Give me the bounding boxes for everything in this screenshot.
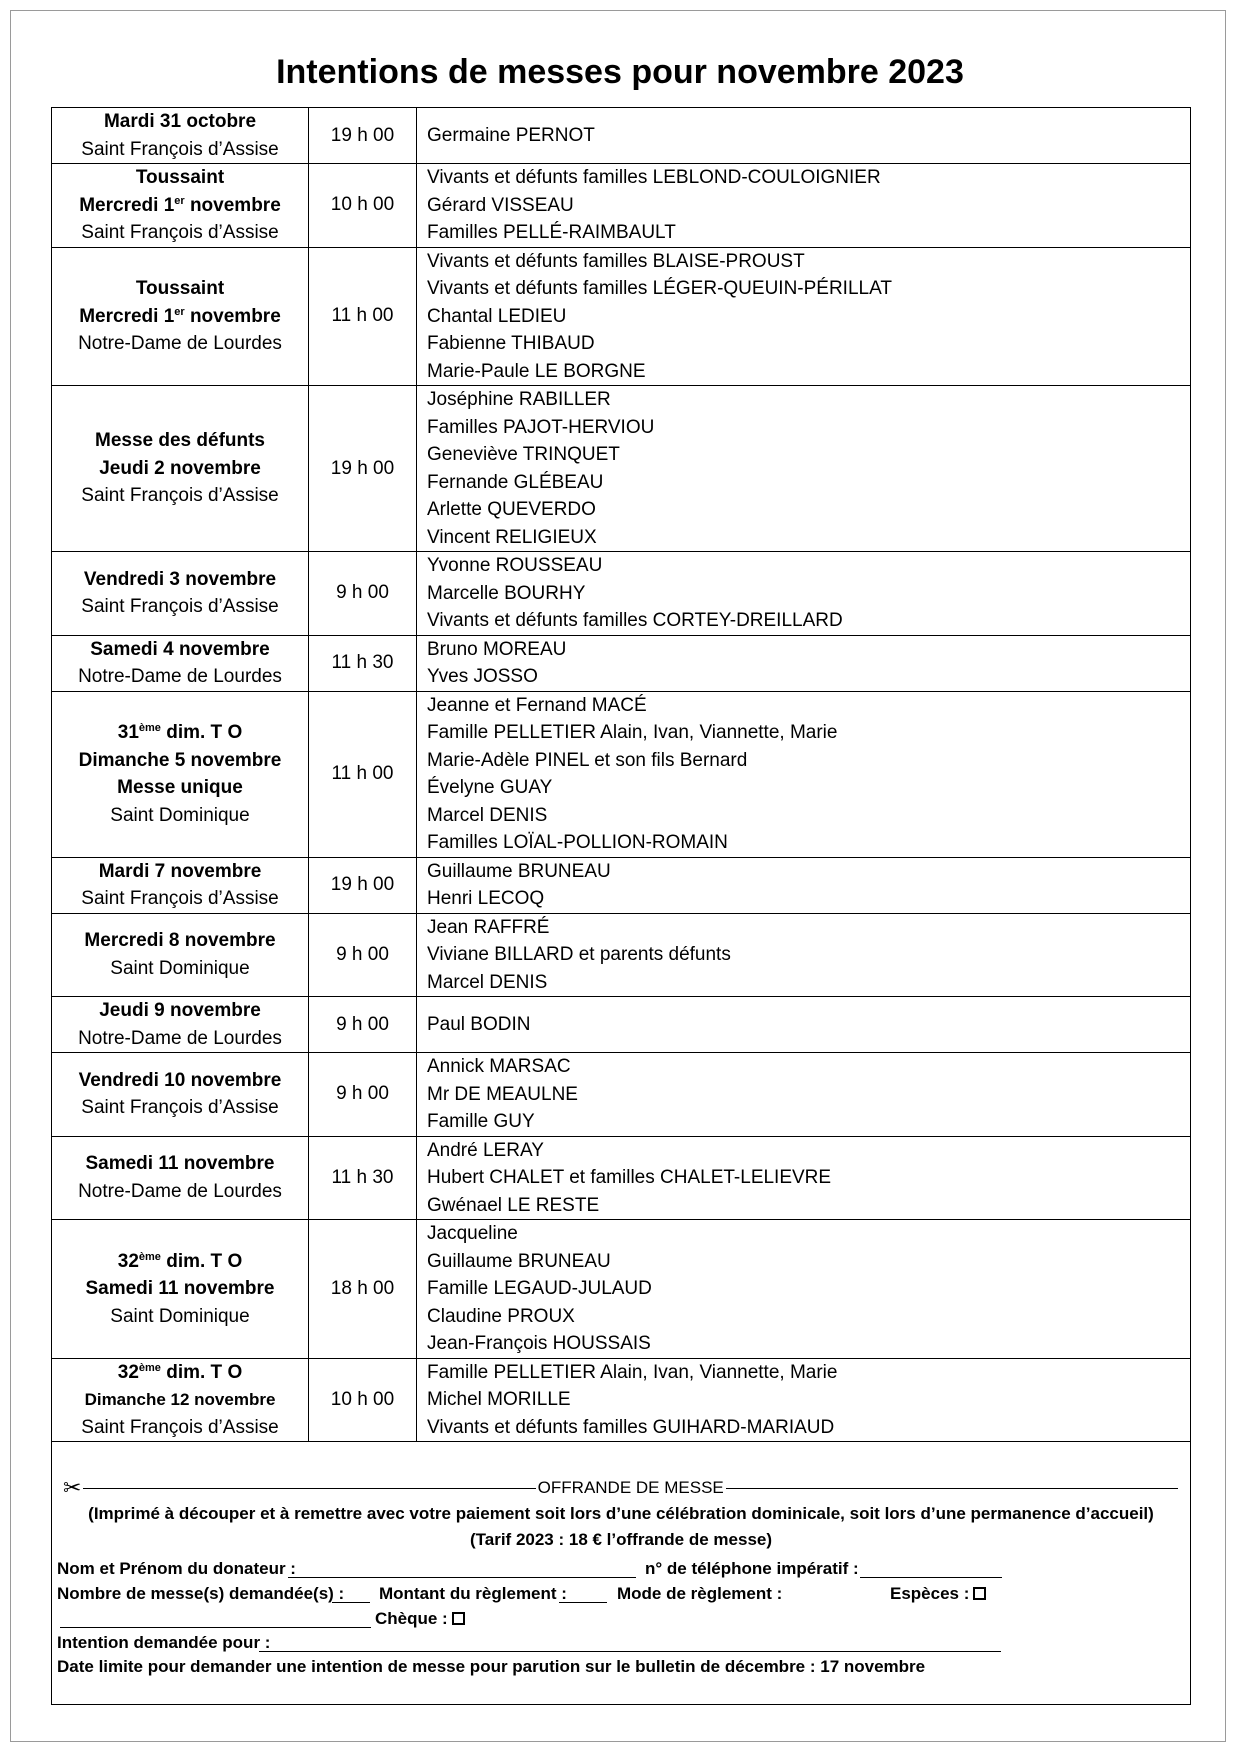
celebration-text-rest: dim. T O [160,722,243,743]
intention-item: Viviane BILLARD et parents défunts [427,944,731,965]
celebration-line [52,997,308,1025]
intention-item: Bruno MOREAU [427,638,567,660]
celebration-text: Notre-Dame de Lourdes [78,1027,282,1049]
celebration-text: Saint François d’Assise [81,485,279,507]
intention-item: Familles PELLÉ-RAIMBAULT [427,222,676,243]
donor-name-field[interactable] [288,1577,636,1578]
cash-checkbox[interactable] [973,1587,986,1600]
mass-time: 19 h 00 [309,857,417,913]
celebration-line [52,1303,308,1331]
celebration-line [52,955,308,983]
celebration-text: Notre-Dame de Lourdes [78,1180,282,1202]
celebration-line [52,455,308,483]
ordinal-suffix: er [174,194,185,207]
celebration-line [52,802,308,830]
mass-time: 10 h 00 [309,1358,417,1442]
cheque-option[interactable] [375,1609,465,1629]
celebration-text: Saint Dominique [110,804,250,826]
celebration-line [52,1025,308,1053]
celebration-cell [52,635,309,691]
intention-item: Marie-Paule LE BORGNE [427,360,646,382]
deadline-note: Date limite pour demander une intention de messe pour parution sur le bulletin de décembre : 17 novembre [57,1657,926,1676]
celebration-text: Notre-Dame de Lourdes [78,666,282,687]
intentions-cell [417,1053,1191,1137]
celebration-text: Saint François d’Assise [81,888,279,909]
intention-item: Vivants et défunts familles BLAISE-PROUST [427,250,805,272]
cut-line [63,1476,1178,1500]
intentions-cell [417,691,1191,857]
schedule-body [52,108,1191,1442]
celebration-text: Samedi 11 novembre [85,1153,275,1175]
celebration-line [52,330,308,358]
celebration-cell [52,552,309,636]
intention-item: Yvonne ROUSSEAU [427,555,603,576]
intentions-cell [417,1220,1191,1359]
celebration-text: Mardi 7 novembre [98,860,262,882]
intention-item: Jean-François HOUSSAIS [427,1333,651,1354]
intention-item: Fabienne THIBAUD [427,333,595,354]
celebration-line [52,1094,308,1122]
celebration-line [52,192,308,220]
intention-item: Michel MORILLE [427,1389,571,1410]
intentions-cell [417,913,1191,997]
celebration-line [52,858,308,886]
mass-time: 19 h 00 [309,108,417,164]
intention-field[interactable] [259,1651,1001,1652]
celebration-text: Dimanche 12 novembre [84,1390,276,1409]
celebration-text: Mercredi 8 novembre [84,930,276,952]
amount-label: Montant du règlement : [379,1584,567,1603]
schedule-row [52,857,1191,913]
celebration-line [52,636,308,664]
mass-time: 11 h 00 [309,247,417,386]
celebration-text-rest: dim. T O [160,1250,243,1272]
ordinal-suffix: er [174,305,185,318]
celebration-text: Toussaint [135,167,225,188]
celebration-text: 32 [117,1361,139,1383]
schedule-row [52,691,1191,857]
celebration-line [52,1359,308,1387]
intention-item: Yves JOSSO [427,666,538,687]
celebration-line [52,885,308,913]
intention-item: Marie-Adèle PINEL et son fils Bernard [427,749,748,771]
celebration-line [52,593,308,621]
intentions-cell [417,386,1191,552]
schedule-row [52,552,1191,636]
celebration-line [52,663,308,691]
payment-mode-label: Mode de règlement : [617,1584,783,1603]
intention-item: Claudine PROUX [427,1305,575,1327]
intention-item: Famille GUY [427,1111,535,1132]
celebration-text: Vendredi 10 novembre [78,1069,282,1091]
intention-item: Marcelle BOURHY [427,582,586,604]
intention-item: Famille PELLETIER Alain, Ivan, Viannette, Marie [427,722,838,743]
celebration-text: Mercredi 1 [79,305,175,327]
celebration-cell [52,997,309,1053]
offering-heading: OFFRANDE DE MESSE [537,1478,724,1497]
celebration-line [52,1275,308,1303]
celebration-cell [52,164,309,248]
celebration-text: 31 [117,722,139,743]
schedule-row [52,1358,1191,1442]
intention-label: Intention demandée pour : [57,1633,271,1652]
celebration-line [52,427,308,455]
scissors-icon: ✂ [63,1475,82,1500]
intention-item: Vivants et défunts familles LÉGER-QUEUIN-PÉRILLAT [427,278,892,299]
intention-item: Annick MARSAC [427,1056,571,1077]
celebration-text: Dimanche 5 novembre [78,749,282,771]
intentions-cell [417,164,1191,248]
amount-field[interactable] [559,1602,607,1603]
celebration-line [52,108,308,136]
cheque-label: Chèque : [375,1609,448,1628]
celebration-cell [52,913,309,997]
mass-offering-form [51,1470,1191,1705]
ordinal-suffix: ème [138,722,161,734]
intention-item: Marcel DENIS [427,971,548,993]
celebration-cell [52,857,309,913]
celebration-cell [52,1053,309,1137]
intention-item: Évelyne GUAY [427,777,553,798]
intention-item: Vivants et défunts familles CORTEY-DREILLARD [427,610,843,631]
celebration-text: Messe unique [117,777,243,798]
intention-item: Familles PAJOT-HERVIOU [427,416,655,438]
mass-time: 19 h 00 [309,386,417,552]
intention-item: Guillaume BRUNEAU [427,1250,611,1272]
page-title: Intentions de messes pour novembre 2023 [276,53,964,91]
schedule-row [52,386,1191,552]
celebration-text-rest: novembre [184,194,281,216]
celebration-line [52,747,308,775]
intention-item: Marcel DENIS [427,804,548,826]
schedule-row [52,635,1191,691]
mass-time: 11 h 30 [309,635,417,691]
celebration-cell [52,691,309,857]
intention-item: Gwénael LE RESTE [427,1194,600,1216]
intention-item: Famille LEGAUD-JULAUD [427,1278,652,1299]
schedule-row [52,1220,1191,1359]
mass-time: 18 h 00 [309,1220,417,1359]
schedule-row [52,164,1191,248]
mass-time: 9 h 00 [309,913,417,997]
celebration-text: Jeudi 2 novembre [99,457,261,479]
celebration-text: Saint François d’Assise [81,596,279,618]
celebration-line [52,482,308,510]
ordinal-suffix: ème [138,1361,161,1374]
mass-time: 11 h 30 [309,1136,417,1220]
celebration-line [52,1150,308,1178]
intention-item: Familles LOÏAL-POLLION-ROMAIN [427,832,728,853]
intention-item: Vivants et défunts familles GUIHARD-MARIAUD [427,1416,835,1438]
intentions-cell [417,997,1191,1053]
celebration-cell [52,386,309,552]
cash-label: Espèces : [890,1584,970,1603]
blank-line-field[interactable] [60,1627,371,1628]
form-tarif: (Tarif 2023 : 18 € l’offrande de messe) [469,1530,773,1549]
celebration-line [52,219,308,247]
phone-label: n° de téléphone impératif : [645,1559,859,1578]
schedule-row [52,247,1191,386]
intention-item: Jean RAFFRÉ [427,916,550,938]
schedule-row [52,913,1191,997]
cash-option[interactable] [890,1584,986,1604]
celebration-text: Samedi 4 novembre [90,638,270,660]
celebration-text: Notre-Dame de Lourdes [78,333,282,354]
intentions-cell [417,247,1191,386]
intention-item: Chantal LEDIEU [427,305,567,327]
form-notice: (Imprimé à découper et à remettre avec votre paiement soit lors d’une célébration dominicale, soit lors d’une permanence d’accueil) [88,1504,1154,1523]
intention-item: Fernande GLÉBEAU [427,471,604,493]
intention-item: Hubert CHALET et familles CHALET-LELIEVRE [427,1167,832,1188]
schedule-row [52,1136,1191,1220]
celebration-text: Mardi 31 octobre [103,111,257,132]
intentions-cell [417,1136,1191,1220]
intention-item: Mr DE MEAULNE [427,1083,578,1105]
celebration-text: 32 [117,1250,139,1272]
schedule-row [52,108,1191,164]
celebration-cell [52,108,309,164]
celebration-line [52,566,308,594]
intention-item: Geneviève TRINQUET [427,444,620,465]
celebration-line [52,275,308,303]
donor-name-label: Nom et Prénom du donateur : [57,1559,296,1578]
celebration-text: Saint François d’Assise [81,1097,279,1119]
intention-item: Arlette QUEVERDO [427,499,596,520]
intention-item: Germaine PERNOT [427,124,595,146]
schedule-row [52,1053,1191,1137]
celebration-cell [52,1358,309,1442]
ordinal-suffix: ème [138,1250,161,1263]
celebration-line [52,1178,308,1206]
mass-time: 10 h 00 [309,164,417,248]
celebration-line [52,1414,308,1442]
intention-item: Jeanne et Fernand MACÉ [427,694,647,716]
phone-field[interactable] [860,1577,1002,1578]
intention-item: Famille PELLETIER Alain, Ivan, Viannette, Marie [427,1361,838,1383]
celebration-text: Samedi 11 novembre [85,1278,275,1299]
mass-time: 9 h 00 [309,552,417,636]
celebration-line [52,1386,308,1414]
celebration-text: Saint François d’Assise [81,138,279,160]
celebration-text: Saint François d’Assise [81,222,279,243]
celebration-text-rest: dim. T O [160,1361,243,1383]
celebration-line [52,1248,308,1276]
celebration-line [52,1067,308,1095]
celebration-line [52,774,308,802]
celebration-text: Toussaint [135,278,225,299]
dashed-separator-right [726,1488,1178,1489]
mass-count-label: Nombre de messe(s) demandée(s) : [57,1584,345,1603]
intention-item: Vincent RELIGIEUX [427,526,597,548]
mass-time: 9 h 00 [309,997,417,1053]
celebration-text: Mercredi 1 [79,194,175,216]
mass-time: 11 h 00 [309,691,417,857]
intentions-cell [417,635,1191,691]
intentions-cell [417,1358,1191,1442]
celebration-line [52,303,308,331]
celebration-line [52,927,308,955]
celebration-text-rest: novembre [184,305,281,327]
intentions-cell [417,108,1191,164]
celebration-line [52,136,308,164]
intentions-cell [417,857,1191,913]
dashed-separator-left [83,1488,535,1489]
intention-item: Vivants et défunts familles LEBLOND-COULOIGNIER [427,167,881,188]
celebration-text: Vendredi 3 novembre [83,568,277,590]
mass-time: 9 h 00 [309,1053,417,1137]
mass-schedule-table [51,107,1191,1442]
celebration-text: Messe des défunts [95,430,265,452]
intention-item: Joséphine RABILLER [427,389,611,410]
celebration-cell [52,1220,309,1359]
intention-item: Jacqueline [427,1223,518,1244]
schedule-row [52,997,1191,1053]
celebration-cell [52,1136,309,1220]
intention-item: Paul BODIN [427,1013,531,1035]
celebration-line [52,719,308,747]
celebration-text: Jeudi 9 novembre [99,1000,261,1021]
celebration-text: Saint François d’Assise [81,1416,279,1438]
intention-item: Henri LECOQ [427,888,545,909]
intention-item: Gérard VISSEAU [427,194,574,216]
celebration-text: Saint Dominique [110,1305,250,1327]
mass-count-field[interactable] [332,1602,370,1603]
intention-item: Guillaume BRUNEAU [427,860,611,882]
celebration-line [52,164,308,192]
celebration-text: Saint Dominique [110,957,250,979]
cheque-checkbox[interactable] [452,1612,465,1625]
intentions-cell [417,552,1191,636]
celebration-cell [52,247,309,386]
intention-item: André LERAY [427,1139,544,1161]
